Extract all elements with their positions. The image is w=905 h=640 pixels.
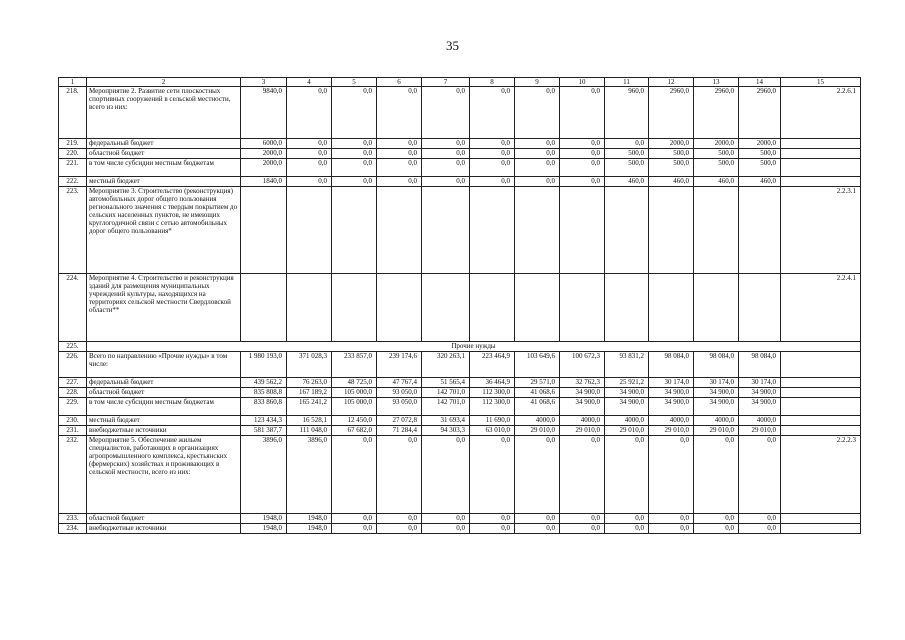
amount-cell: 0,0: [605, 139, 649, 149]
row-label: областной бюджет: [87, 149, 241, 159]
row-label: Мероприятие 5. Обеспечение жильем специалистов, работающих в организациях агропромышленного комплекса, крестьянских (фермерских) хозяйствах и проживающих в сельской местности, всего из них:: [87, 436, 241, 514]
amount-cell: 0,0: [694, 436, 739, 514]
target-code: 2.2.4.1: [781, 274, 861, 342]
amount-cell: 34 900,0: [560, 388, 605, 398]
amount-cell: [470, 274, 515, 342]
row-label: местный бюджет: [87, 177, 241, 187]
table-row: [59, 139, 861, 149]
amount-cell: 76 263,0: [287, 378, 332, 388]
row-label: в том числе субсидии местным бюджетам: [87, 398, 241, 416]
target-code: [781, 416, 861, 426]
amount-cell: 500,0: [694, 149, 739, 159]
amount-cell: 41 068,6: [515, 398, 560, 416]
column-header: 15: [781, 78, 861, 87]
amount-cell: 2000,0: [739, 139, 781, 149]
amount-cell: 29 010,0: [739, 426, 781, 436]
section-title: Прочие нужды: [87, 342, 861, 352]
row-label: Мероприятие 2. Развитие сети плоскостных спортивных сооружений в сельской местности, всего из них:: [87, 87, 241, 139]
amount-cell: 93 050,0: [377, 398, 422, 416]
amount-cell: [515, 187, 560, 274]
target-code: [781, 139, 861, 149]
amount-cell: [470, 187, 515, 274]
amount-cell: 0,0: [287, 87, 332, 139]
row-label: местный бюджет: [87, 416, 241, 426]
amount-cell: 93 831,2: [605, 352, 649, 378]
amount-cell: 4000,0: [560, 416, 605, 426]
target-code: 2.2.6.1: [781, 87, 861, 139]
amount-cell: 500,0: [649, 149, 694, 159]
target-code: [781, 398, 861, 416]
amount-cell: 34 900,0: [649, 388, 694, 398]
amount-cell: [694, 274, 739, 342]
table-row: [59, 398, 861, 416]
row-label: федеральный бюджет: [87, 378, 241, 388]
row-label: федеральный бюджет: [87, 139, 241, 149]
row-number: 219.: [59, 139, 87, 149]
amount-cell: [605, 274, 649, 342]
target-code: 2.2.2.3: [781, 436, 861, 514]
amount-cell: 0,0: [332, 149, 377, 159]
amount-cell: 30 174,0: [649, 378, 694, 388]
amount-cell: 0,0: [332, 514, 377, 524]
amount-cell: 0,0: [422, 524, 470, 534]
amount-cell: [739, 187, 781, 274]
amount-cell: 0,0: [605, 436, 649, 514]
row-number: 225.: [59, 342, 87, 352]
amount-cell: 460,0: [739, 177, 781, 187]
amount-cell: 0,0: [422, 87, 470, 139]
amount-cell: [422, 274, 470, 342]
amount-cell: 0,0: [515, 514, 560, 524]
amount-cell: 320 263,1: [422, 352, 470, 378]
column-header: 8: [470, 78, 515, 87]
amount-cell: 223 464,9: [470, 352, 515, 378]
amount-cell: 0,0: [422, 149, 470, 159]
table-row: [59, 436, 861, 514]
header-row: [59, 78, 861, 87]
amount-cell: 0,0: [470, 514, 515, 524]
amount-cell: 112 300,0: [470, 398, 515, 416]
amount-cell: 1948,0: [241, 524, 287, 534]
amount-cell: 142 701,0: [422, 398, 470, 416]
amount-cell: 27 072,8: [377, 416, 422, 426]
target-code: [781, 149, 861, 159]
amount-cell: 0,0: [332, 177, 377, 187]
amount-cell: 105 000,0: [332, 398, 377, 416]
amount-cell: 0,0: [422, 139, 470, 149]
amount-cell: 0,0: [422, 514, 470, 524]
row-number: 229.: [59, 398, 87, 416]
amount-cell: 0,0: [649, 436, 694, 514]
amount-cell: 29 010,0: [515, 426, 560, 436]
amount-cell: 30 174,0: [739, 378, 781, 388]
amount-cell: 500,0: [649, 159, 694, 177]
amount-cell: 0,0: [470, 177, 515, 187]
column-header: 4: [287, 78, 332, 87]
amount-cell: 1840,0: [241, 177, 287, 187]
column-header: 7: [422, 78, 470, 87]
amount-cell: 4000,0: [649, 416, 694, 426]
table-row: [59, 274, 861, 342]
amount-cell: 0,0: [649, 514, 694, 524]
column-header: 10: [560, 78, 605, 87]
amount-cell: 29 010,0: [694, 426, 739, 436]
amount-cell: 165 241,2: [287, 398, 332, 416]
row-label: в том числе субсидии местным бюджетам: [87, 159, 241, 177]
amount-cell: 0,0: [470, 139, 515, 149]
table-row: [59, 187, 861, 274]
amount-cell: 0,0: [287, 139, 332, 149]
amount-cell: 500,0: [605, 159, 649, 177]
amount-cell: 111 048,0: [287, 426, 332, 436]
amount-cell: [694, 187, 739, 274]
table-row: [59, 378, 861, 388]
amount-cell: 9840,0: [241, 87, 287, 139]
amount-cell: [287, 274, 332, 342]
amount-cell: [241, 274, 287, 342]
column-header: 6: [377, 78, 422, 87]
amount-cell: 12 450,0: [332, 416, 377, 426]
amount-cell: 34 900,0: [560, 398, 605, 416]
amount-cell: 0,0: [422, 159, 470, 177]
amount-cell: 0,0: [560, 524, 605, 534]
amount-cell: 0,0: [560, 149, 605, 159]
amount-cell: 30 174,0: [694, 378, 739, 388]
amount-cell: 0,0: [694, 524, 739, 534]
amount-cell: 105 000,0: [332, 388, 377, 398]
amount-cell: 0,0: [422, 177, 470, 187]
table-row: [59, 177, 861, 187]
row-number: 218.: [59, 87, 87, 139]
amount-cell: 67 682,0: [332, 426, 377, 436]
amount-cell: 34 900,0: [739, 398, 781, 416]
column-header: 1: [59, 78, 87, 87]
amount-cell: 29 010,0: [560, 426, 605, 436]
amount-cell: 500,0: [605, 149, 649, 159]
amount-cell: 0,0: [470, 159, 515, 177]
amount-cell: [515, 274, 560, 342]
amount-cell: 0,0: [377, 524, 422, 534]
amount-cell: [422, 187, 470, 274]
amount-cell: [649, 187, 694, 274]
amount-cell: 0,0: [377, 87, 422, 139]
amount-cell: 0,0: [739, 524, 781, 534]
page-number: 35: [446, 38, 459, 53]
amount-cell: [287, 187, 332, 274]
amount-cell: 29 571,0: [515, 378, 560, 388]
amount-cell: 25 921,2: [605, 378, 649, 388]
amount-cell: 2960,0: [694, 87, 739, 139]
amount-cell: 63 010,0: [470, 426, 515, 436]
amount-cell: 0,0: [470, 149, 515, 159]
amount-cell: 34 900,0: [605, 398, 649, 416]
amount-cell: 93 050,0: [377, 388, 422, 398]
amount-cell: 98 084,0: [694, 352, 739, 378]
table-row: [59, 524, 861, 534]
amount-cell: 460,0: [694, 177, 739, 187]
amount-cell: 371 028,3: [287, 352, 332, 378]
amount-cell: 500,0: [739, 149, 781, 159]
amount-cell: 0,0: [332, 159, 377, 177]
amount-cell: 3896,0: [241, 436, 287, 514]
amount-cell: 51 565,4: [422, 378, 470, 388]
amount-cell: 0,0: [649, 524, 694, 534]
amount-cell: 0,0: [377, 159, 422, 177]
amount-cell: 123 434,3: [241, 416, 287, 426]
amount-cell: 47 767,4: [377, 378, 422, 388]
amount-cell: 233 857,0: [332, 352, 377, 378]
table-row: [59, 388, 861, 398]
amount-cell: 29 010,0: [605, 426, 649, 436]
amount-cell: 0,0: [287, 159, 332, 177]
amount-cell: [739, 274, 781, 342]
table-row: [59, 426, 861, 436]
row-label: областной бюджет: [87, 388, 241, 398]
amount-cell: 41 068,6: [515, 388, 560, 398]
amount-cell: 2000,0: [241, 159, 287, 177]
amount-cell: 0,0: [470, 436, 515, 514]
amount-cell: 833 860,8: [241, 398, 287, 416]
target-code: [781, 514, 861, 524]
amount-cell: 98 084,0: [649, 352, 694, 378]
row-number: 233.: [59, 514, 87, 524]
amount-cell: [377, 274, 422, 342]
amount-cell: 0,0: [560, 436, 605, 514]
amount-cell: 2960,0: [649, 87, 694, 139]
row-number: 226.: [59, 352, 87, 378]
amount-cell: 0,0: [287, 149, 332, 159]
amount-cell: 2960,0: [739, 87, 781, 139]
row-number: 231.: [59, 426, 87, 436]
amount-cell: 0,0: [377, 139, 422, 149]
amount-cell: 0,0: [515, 159, 560, 177]
amount-cell: 0,0: [470, 87, 515, 139]
amount-cell: 29 010,0: [649, 426, 694, 436]
amount-cell: 1 980 193,0: [241, 352, 287, 378]
row-label: внебюджетные источники: [87, 524, 241, 534]
amount-cell: 48 725,0: [332, 378, 377, 388]
amount-cell: 0,0: [739, 436, 781, 514]
table-row: [59, 159, 861, 177]
column-header: 2: [87, 78, 241, 87]
row-number: 223.: [59, 187, 87, 274]
amount-cell: 3896,0: [287, 436, 332, 514]
amount-cell: 34 900,0: [649, 398, 694, 416]
amount-cell: 0,0: [560, 139, 605, 149]
column-header: 9: [515, 78, 560, 87]
amount-cell: [241, 187, 287, 274]
amount-cell: [332, 187, 377, 274]
amount-cell: [605, 187, 649, 274]
target-code: [781, 388, 861, 398]
amount-cell: 94 303,3: [422, 426, 470, 436]
row-label: областной бюджет: [87, 514, 241, 524]
target-code: [781, 378, 861, 388]
amount-cell: 0,0: [377, 149, 422, 159]
target-code: 2.2.3.1: [781, 187, 861, 274]
amount-cell: 34 900,0: [694, 388, 739, 398]
amount-cell: 1948,0: [287, 514, 332, 524]
row-number: 228.: [59, 388, 87, 398]
table-row: [59, 514, 861, 524]
amount-cell: 0,0: [377, 177, 422, 187]
table-row: [59, 87, 861, 139]
target-code: [781, 426, 861, 436]
amount-cell: 0,0: [694, 514, 739, 524]
amount-cell: 0,0: [560, 177, 605, 187]
amount-cell: 103 649,6: [515, 352, 560, 378]
amount-cell: 0,0: [332, 524, 377, 534]
amount-cell: 0,0: [515, 524, 560, 534]
amount-cell: 2000,0: [241, 149, 287, 159]
budget-table: [58, 77, 861, 534]
amount-cell: 0,0: [515, 139, 560, 149]
row-number: 227.: [59, 378, 87, 388]
target-code: [781, 524, 861, 534]
amount-cell: 112 300,0: [470, 388, 515, 398]
amount-cell: 0,0: [377, 514, 422, 524]
column-header: 13: [694, 78, 739, 87]
column-header: 12: [649, 78, 694, 87]
row-number: 232.: [59, 436, 87, 514]
row-label: внебюджетные источники: [87, 426, 241, 436]
row-number: 222.: [59, 177, 87, 187]
amount-cell: 460,0: [649, 177, 694, 187]
target-code: [781, 352, 861, 378]
amount-cell: 460,0: [605, 177, 649, 187]
amount-cell: [332, 274, 377, 342]
amount-cell: 167 189,2: [287, 388, 332, 398]
row-label: Мероприятие 3. Строительство (реконструкция) автомобильных дорог общего пользования регионального значения с твердым покрытием до сельских населенных пунктов, не имеющих круглогодичной связи с сетью автомобильных дорог общего пользования*: [87, 187, 241, 274]
amount-cell: 0,0: [605, 524, 649, 534]
column-header: 11: [605, 78, 649, 87]
amount-cell: 16 528,1: [287, 416, 332, 426]
amount-cell: 11 690,0: [470, 416, 515, 426]
table-row: [59, 342, 861, 352]
amount-cell: [377, 187, 422, 274]
amount-cell: 36 464,9: [470, 378, 515, 388]
amount-cell: 0,0: [332, 87, 377, 139]
amount-cell: 31 693,4: [422, 416, 470, 426]
amount-cell: 0,0: [605, 514, 649, 524]
amount-cell: 4000,0: [694, 416, 739, 426]
amount-cell: 0,0: [560, 87, 605, 139]
amount-cell: 0,0: [332, 139, 377, 149]
row-number: 230.: [59, 416, 87, 426]
amount-cell: 2000,0: [694, 139, 739, 149]
row-number: 221.: [59, 159, 87, 177]
amount-cell: 98 084,0: [739, 352, 781, 378]
amount-cell: 6000,0: [241, 139, 287, 149]
amount-cell: 34 900,0: [605, 388, 649, 398]
row-number: 234.: [59, 524, 87, 534]
amount-cell: 835 808,8: [241, 388, 287, 398]
amount-cell: 32 762,3: [560, 378, 605, 388]
row-number: 220.: [59, 149, 87, 159]
amount-cell: 0,0: [560, 514, 605, 524]
row-number: 224.: [59, 274, 87, 342]
column-header: 5: [332, 78, 377, 87]
amount-cell: 2000,0: [649, 139, 694, 149]
amount-cell: 0,0: [515, 87, 560, 139]
row-label: Мероприятие 4. Строительство и реконструкция зданий для размещения муниципальных учреждений культуры, находящихся на территориях сельской местности Свердловской области**: [87, 274, 241, 342]
amount-cell: 1948,0: [241, 514, 287, 524]
amount-cell: 4000,0: [515, 416, 560, 426]
amount-cell: 0,0: [560, 159, 605, 177]
amount-cell: 500,0: [739, 159, 781, 177]
amount-cell: 0,0: [287, 177, 332, 187]
row-label: Всего по направлению «Прочие нужды» в том числе:: [87, 352, 241, 378]
table-row: [59, 352, 861, 378]
amount-cell: [560, 274, 605, 342]
amount-cell: 0,0: [377, 436, 422, 514]
target-code: [781, 177, 861, 187]
amount-cell: 0,0: [332, 436, 377, 514]
amount-cell: 0,0: [739, 514, 781, 524]
amount-cell: 1948,0: [287, 524, 332, 534]
amount-cell: 71 284,4: [377, 426, 422, 436]
amount-cell: 4000,0: [605, 416, 649, 426]
table-row: [59, 416, 861, 426]
amount-cell: [649, 274, 694, 342]
amount-cell: 0,0: [515, 436, 560, 514]
column-header: 14: [739, 78, 781, 87]
table-row: [59, 149, 861, 159]
amount-cell: 34 900,0: [694, 398, 739, 416]
amount-cell: 0,0: [422, 436, 470, 514]
amount-cell: 500,0: [694, 159, 739, 177]
column-header: 3: [241, 78, 287, 87]
amount-cell: 0,0: [470, 524, 515, 534]
amount-cell: 142 701,0: [422, 388, 470, 398]
amount-cell: 581 387,7: [241, 426, 287, 436]
amount-cell: 0,0: [515, 149, 560, 159]
amount-cell: 439 562,2: [241, 378, 287, 388]
amount-cell: 960,0: [605, 87, 649, 139]
target-code: [781, 159, 861, 177]
amount-cell: 0,0: [515, 177, 560, 187]
amount-cell: 100 672,3: [560, 352, 605, 378]
amount-cell: 4000,0: [739, 416, 781, 426]
amount-cell: 239 174,6: [377, 352, 422, 378]
amount-cell: 34 900,0: [739, 388, 781, 398]
amount-cell: [560, 187, 605, 274]
